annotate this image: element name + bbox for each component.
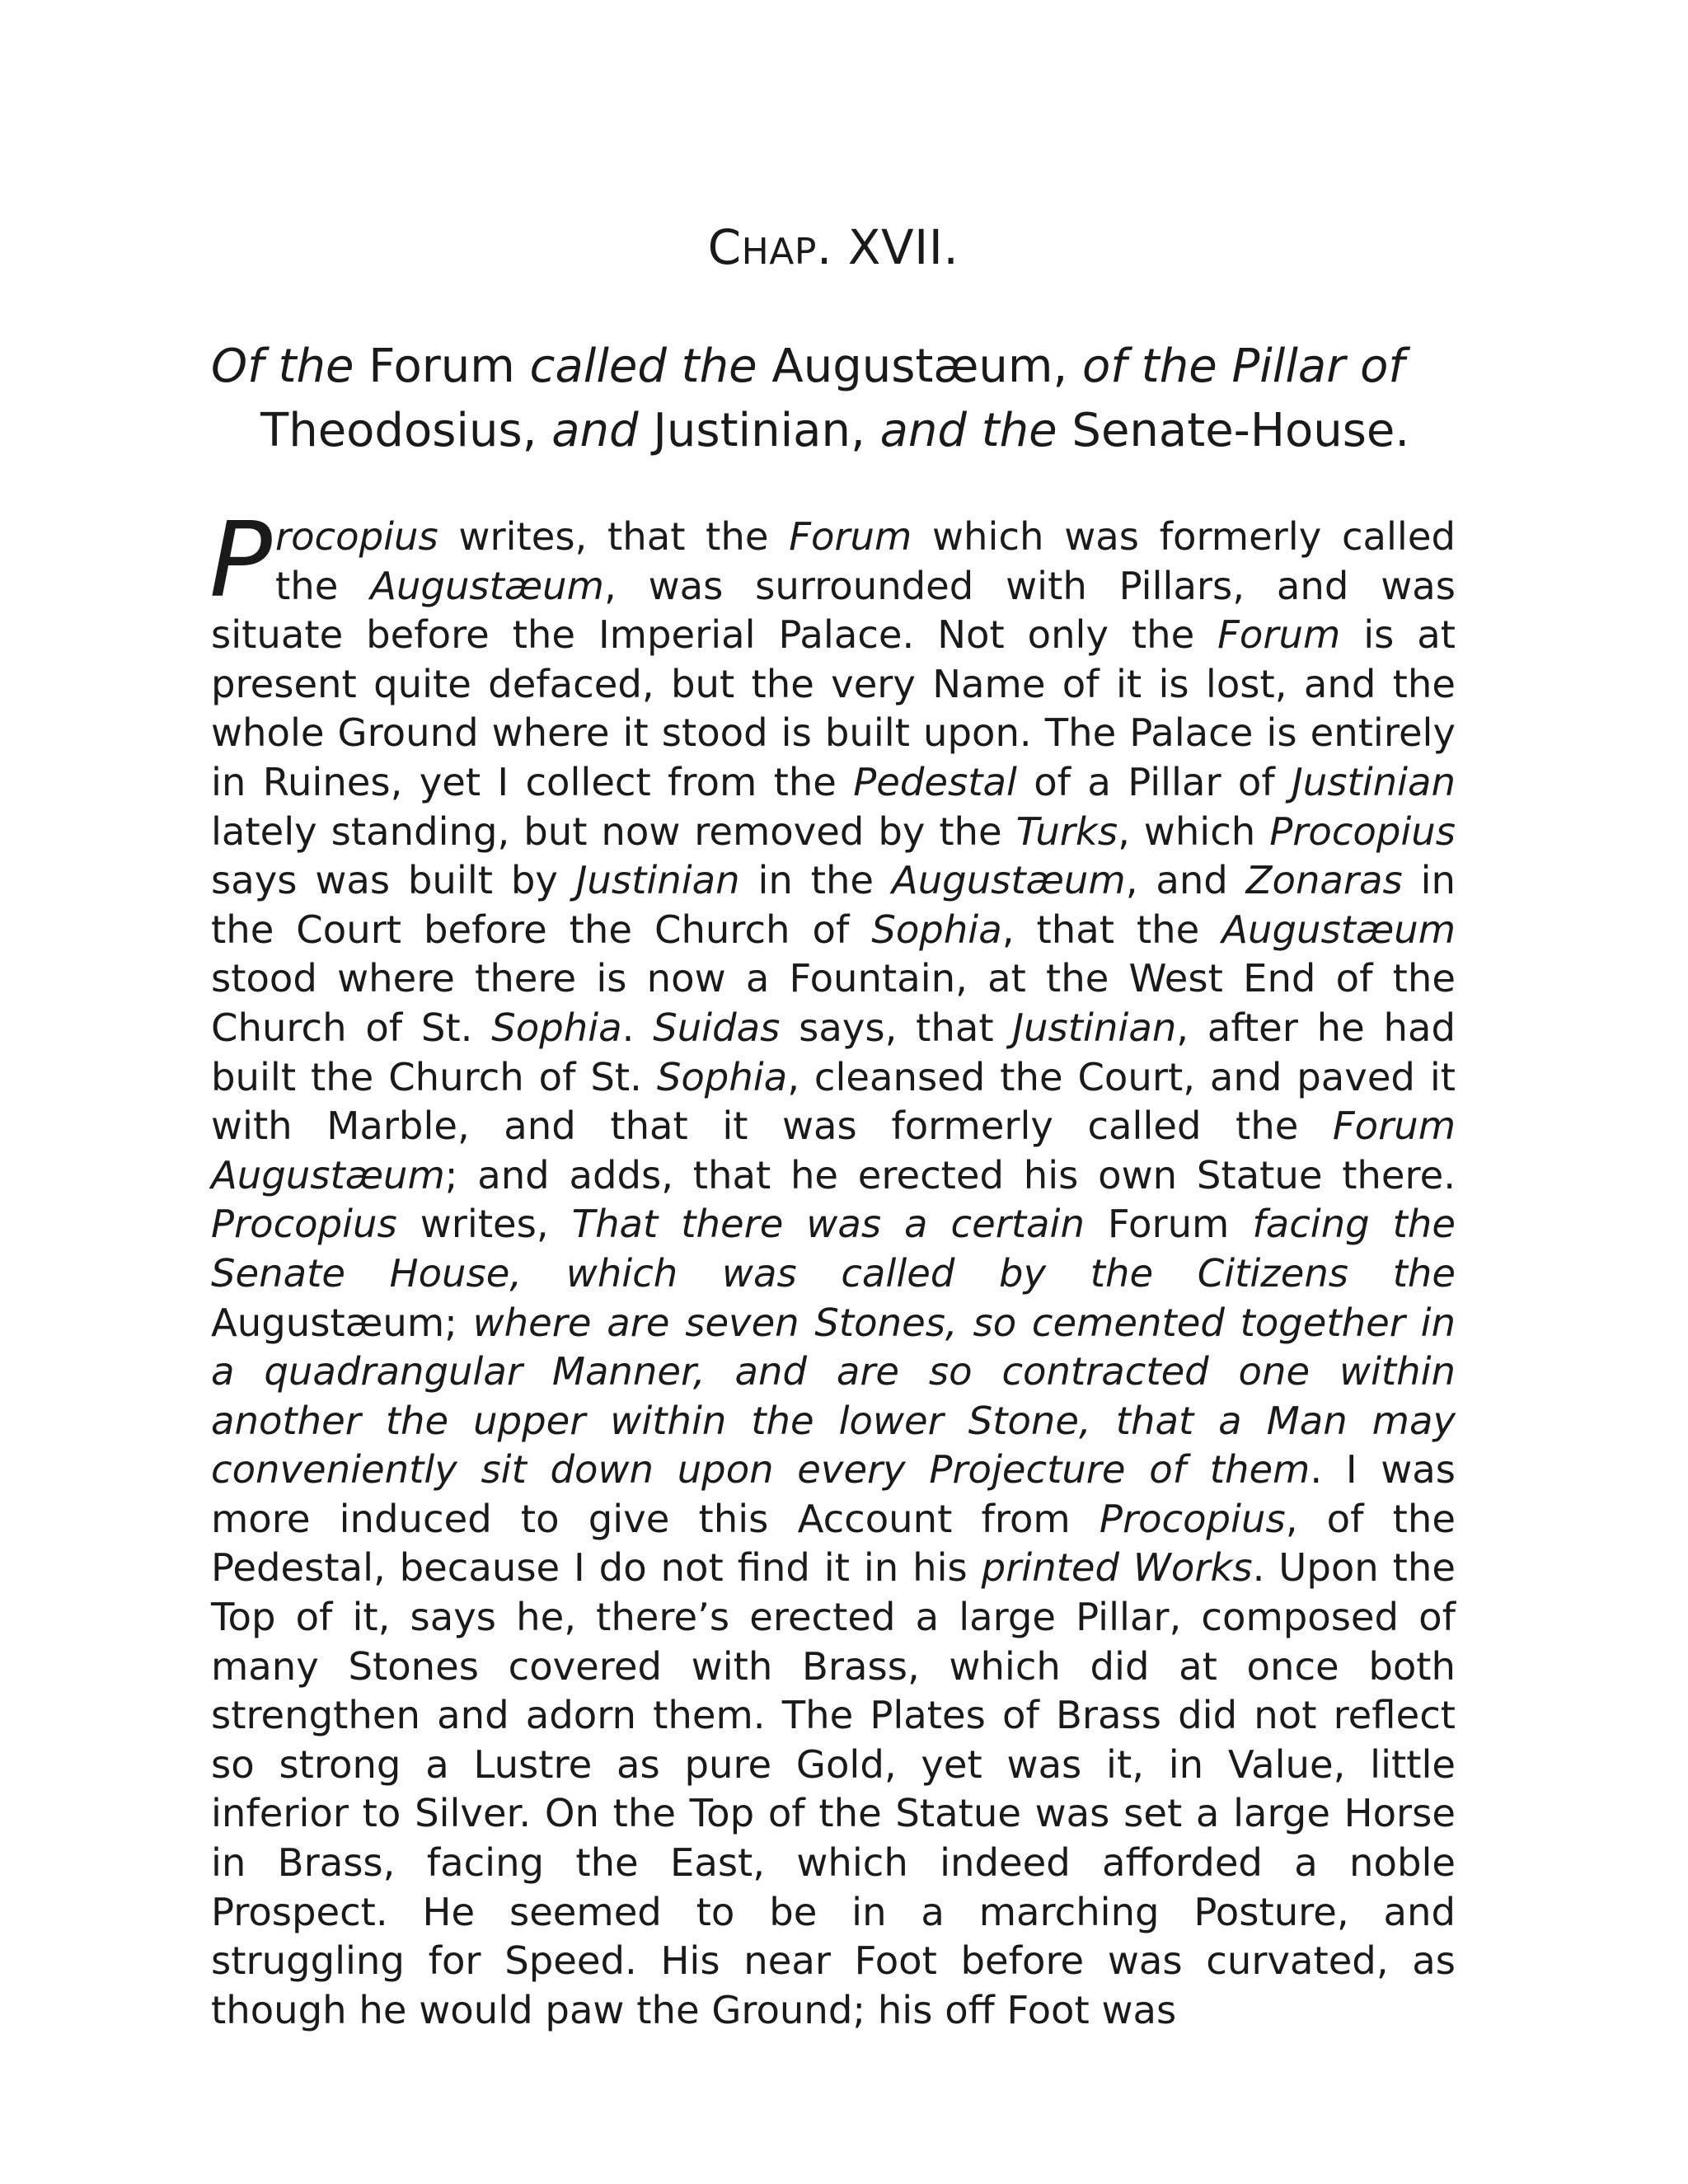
title-part: and [551,404,639,457]
text-run: Augustæum [370,563,604,608]
page [211,214,1456,2035]
text-run: lately standing, but now removed by the [211,808,1016,854]
text-run: . I was more induced to give this Account from [211,1447,1456,1541]
text-run: ; and adds, that he erected his own Statue there. [444,1152,1456,1197]
body-paragraph [209,499,1456,2035]
title-part: Justinian, [638,404,880,457]
text-run: Forum Augustæum [211,1104,1456,1197]
text-run: . [621,1005,654,1050]
text-run: is at present quite defaced, but the very Name of it is lost, and the whole Ground where it stood is built upon. The Palace is entirely in Ruines, yet I collect from the [211,612,1456,804]
text-run: Sophia [871,907,1002,952]
text-run: Zonaras [1245,858,1403,903]
text-run: says, that [780,1005,1013,1050]
text-run: , after he had built the Church of St. [211,1005,1456,1099]
text-run: Procopius [1269,808,1456,854]
title-part: and the [879,404,1057,457]
text-run: Augustæum [1221,907,1456,952]
text-run: Sophia [656,1054,788,1099]
text-run: Justinian [1012,1005,1177,1050]
text-run: rocopius [274,514,438,559]
title-part: Senate-House. [1057,404,1410,457]
title-part: Forum [354,340,530,393]
text-run: writes, [396,1202,572,1247]
text-run: That there was a certain [571,1202,1085,1247]
text-run: , of the Pedestal, because I do not find it in his [211,1496,1456,1591]
title-part: of the Pillar of [1082,340,1405,393]
text-run: of a Pillar of [1016,759,1292,804]
text-run: , that the [1001,907,1222,952]
text-run: in the [739,858,892,903]
title-part: called the [529,340,757,393]
text-run: Justinian [575,858,740,903]
chapter-cap: C [707,219,742,275]
title-part: Augustæum, [757,340,1082,393]
text-run: Turks [1015,808,1118,854]
text-run: Augustæum; [211,1300,473,1345]
text-run: Augustæum [891,858,1126,903]
text-run: Procopius [1099,1496,1286,1541]
title-part: Of the [211,340,354,393]
text-run: writes, that the [438,514,790,559]
chapter-rest: HAP [741,231,817,273]
text-run: in the Court before the Church of [211,858,1456,952]
text-run: , and [1125,858,1246,903]
text-run: Procopius [211,1202,397,1247]
text-run: which was formerly called the [274,514,1456,608]
text-run: says was built by [211,858,576,903]
text-run: , was surrounded with Pillars, and was situate before the Imperial Palace. Not only the [211,563,1456,658]
text-run: Forum [1217,612,1341,658]
text-run: Forum [1084,1202,1253,1247]
chapter-number: . XVII. [816,219,959,275]
text-run: , cleansed the Court, and paved it with Marble, and that it was formerly called the [211,1054,1456,1149]
chapter-heading [211,214,1456,285]
text-run: Sophia [491,1005,622,1050]
text-run: where are seven Stones, so cemented together in a quadrangular Manner, and are so contracted one within another the upper within the lower Stone, that a Man may conveniently sit down upon every Projecture of them [211,1300,1456,1493]
drop-cap: P [209,499,272,621]
text-run: facing the Senate House, which was called by the Citizens the [211,1202,1456,1296]
text-run: . Upon the Top of it, says he, there’s erected a large Pillar, composed of many Stones covered with Brass, which did at once both strengthen and adorn them. The Plates of Brass did not reflect so strong a Lustre as pure Gold, yet was it, in Value, little inferior to Silver. On the Top of the Statue was set a large Horse in Brass, facing the East, which indeed afforded a noble Prospect. He seemed to be in a marching Posture, and struggling for Speed. His near Foot before was curvated, as though he would paw the Ground; his off Foot was [211,1545,1456,2032]
text-run: stood where there is now a Fountain, at the West End of the Church of St. [211,956,1456,1050]
title-part: Theodosius, [260,404,552,457]
text-run: Pedestal [853,759,1017,804]
text-run: , which [1118,808,1270,854]
text-run: Suidas [653,1005,781,1050]
text-run: Justinian [1292,759,1456,804]
chapter-title [211,335,1456,463]
text-run: Forum [789,514,912,559]
text-run: printed Works [981,1545,1253,1591]
